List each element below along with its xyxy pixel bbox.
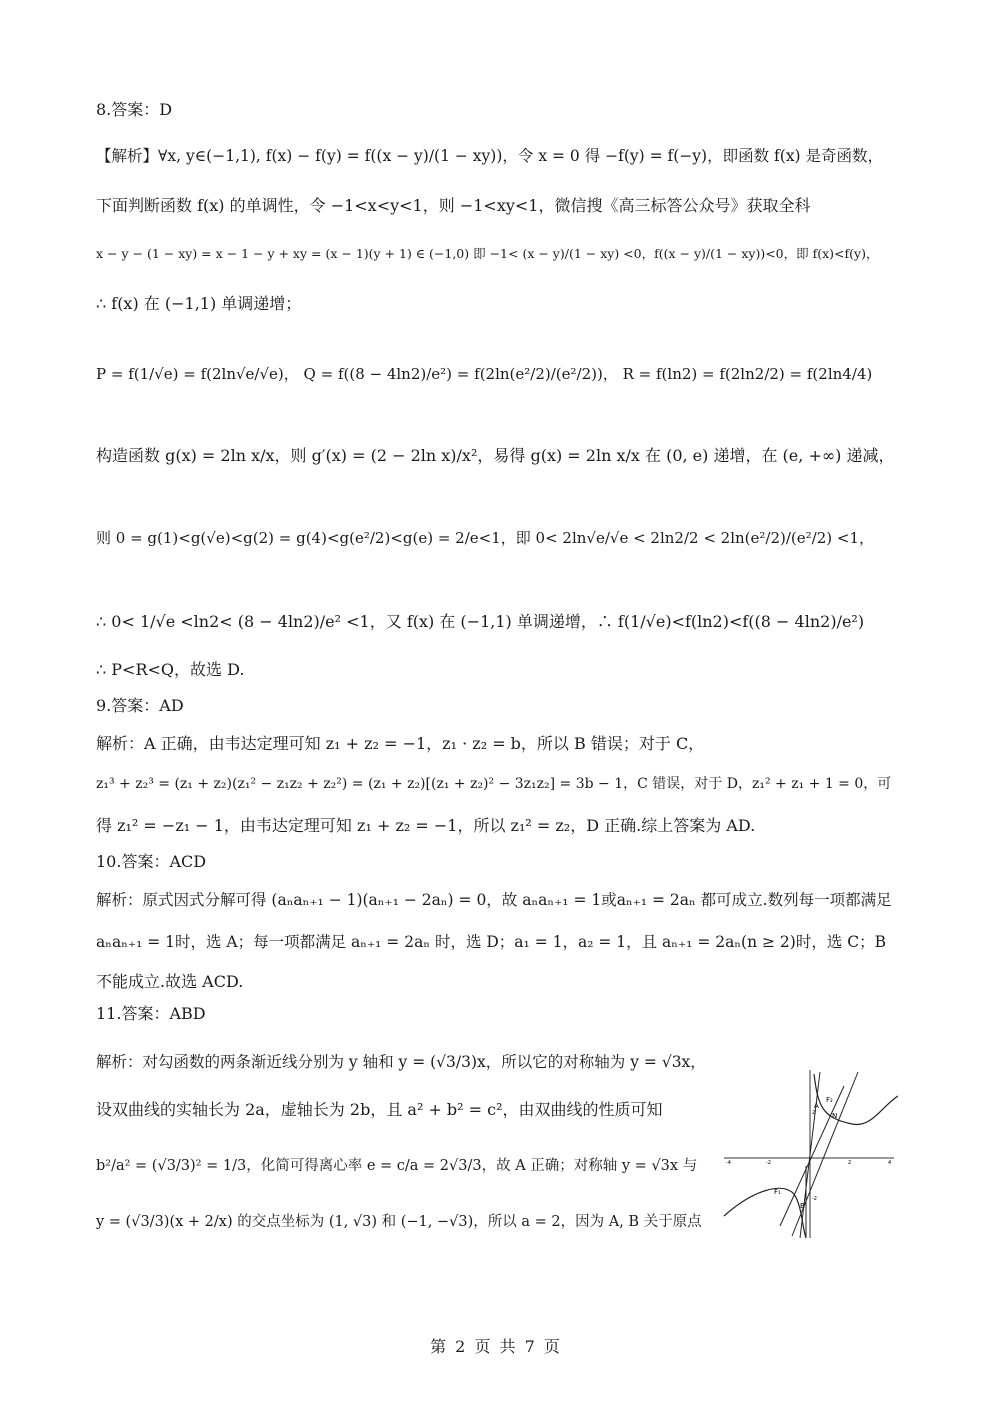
text-line: aₙaₙ₊₁ = 1时，选 A；每一项都满足 aₙ₊₁ = 2aₙ 时，选 D；a₁ = 1，a₂ = 1，且 aₙ₊₁ = 2aₙ(n ≥ 2)时，选 C；B [96, 933, 887, 951]
text-line: 不能成立.故选 ACD. [96, 972, 244, 991]
text-line: 下面判断函数 f(x) 的单调性，令 −1<x<y<1，则 −1<xy<1，微信搜《高三标答公众号》获取全科 [96, 196, 811, 215]
text-line: 9.答案：AD [96, 696, 184, 715]
tick-x-neg4: -4 [726, 1160, 731, 1166]
label-n: N [832, 1112, 838, 1120]
tick-x-neg2: -2 [766, 1160, 771, 1166]
text-line: 解析：A 正确，由韦达定理可知 z₁ + z₂ = −1，z₁ · z₂ = b，所以 B 错误；对于 C， [96, 734, 705, 753]
text-line: 解析：对勾函数的两条渐近线分别为 y 轴和 y = (√3/3)x，所以它的对称轴为 y = √3x， [96, 1053, 706, 1071]
tick-y-2: 2 [812, 1110, 816, 1116]
text-line: 构造函数 g(x) = 2ln x/x，则 g′(x) = (2 − 2ln x)/x²，易得 g(x) = 2ln x/x 在 (0, e) 递增，在 (e, +∞) 递减， [96, 446, 895, 465]
text-line: z₁³ + z₂³ = (z₁ + z₂)(z₁² − z₁z₂ + z₂²) = (z₁ + z₂)[(z₁ + z₂)² − 3z₁z₂] = 3b − 1，C 错误，对于 D，z₁² + z₁ + 1 = 0，可 [96, 776, 892, 792]
label-a: A [814, 1102, 819, 1110]
text-line: 8.答案：D [96, 100, 173, 119]
tick-x-4: 4 [888, 1160, 892, 1166]
text-line: x − y − (1 − xy) = x − 1 − y + xy = (x − 1)(y + 1) ∈ (−1,0) 即 −1< (x − y)/(1 − xy) <0，f((x − y)/(1 − xy))<0，即 f(x)<f(y)， [96, 246, 879, 261]
tick-x-2: 2 [848, 1160, 852, 1166]
line-2 [780, 1086, 844, 1226]
label-f2: F₂ [826, 1096, 833, 1104]
text-line: ∴ f(x) 在 (−1,1) 单调递增； [96, 294, 302, 313]
text-line: 10.答案：ACD [96, 852, 207, 871]
text-line: 设双曲线的实轴长为 2a，虚轴长为 2b，且 a² + b² = c²，由双曲线的性质可知 [96, 1100, 663, 1119]
text-line: 解析：原式因式分解可得 (aₙaₙ₊₁ − 1)(aₙ₊₁ − 2aₙ) = 0，故 aₙaₙ₊₁ = 1或aₙ₊₁ = 2aₙ 都可成立.数列每一项都满足 [96, 891, 892, 909]
text-line: 【解析】∀x, y∈(−1,1), f(x) − f(y) = f((x − y)/(1 − xy))，令 x = 0 得 −f(y) = f(−y)，即函数 f(x) 是奇函数， [96, 147, 884, 165]
text-line: 则 0 = g(1)<g(√e)<g(2) = g(4)<g(e²/2)<g(e) = 2/e<1，即 0< 2ln√e/√e < 2ln2/2 < 2ln(e²/2)/(e²/2) <1， [96, 529, 874, 547]
text-line: 11.答案：ABD [96, 1004, 206, 1023]
tick-y-neg2: -2 [812, 1196, 817, 1202]
line-1 [792, 1072, 858, 1236]
label-b: B [800, 1202, 805, 1210]
text-line: P = f(1/√e) = f(2ln√e/√e)， Q = f((8 − 4ln2)/e²) = f(2ln(e²/2)/(e²/2))， R = f(ln2) = f(2ln2/2) = f(2ln4/4) [96, 365, 873, 383]
hyperbola-figure [722, 1066, 898, 1240]
text-line: 得 z₁² = −z₁ − 1，由韦达定理可知 z₁ + z₂ = −1，所以 z₁² = z₂，D 正确.综上答案为 AD. [96, 816, 756, 835]
text-line: b²/a² = (√3/3)² = 1/3，化简可得离心率 e = c/a = 2√3/3，故 A 正确；对称轴 y = √3x 与 [96, 1158, 698, 1174]
text-line: ∴ 0< 1/√e <ln2< (8 − 4ln2)/e² <1，又 f(x) 在 (−1,1) 单调递增，∴ f(1/√e)<f(ln2)<f((8 − 4ln2)/e²) [96, 612, 865, 631]
label-f1: F₁ [774, 1188, 781, 1196]
text-line: y = (√3/3)(x + 2/x) 的交点坐标为 (1, √3) 和 (−1, −√3)，所以 a = 2，因为 A, B 关于原点 [96, 1214, 702, 1230]
page-footer: 第 2 页 共 7 页 [430, 1337, 562, 1356]
text-line: ∴ P<R<Q，故选 D. [96, 660, 245, 679]
